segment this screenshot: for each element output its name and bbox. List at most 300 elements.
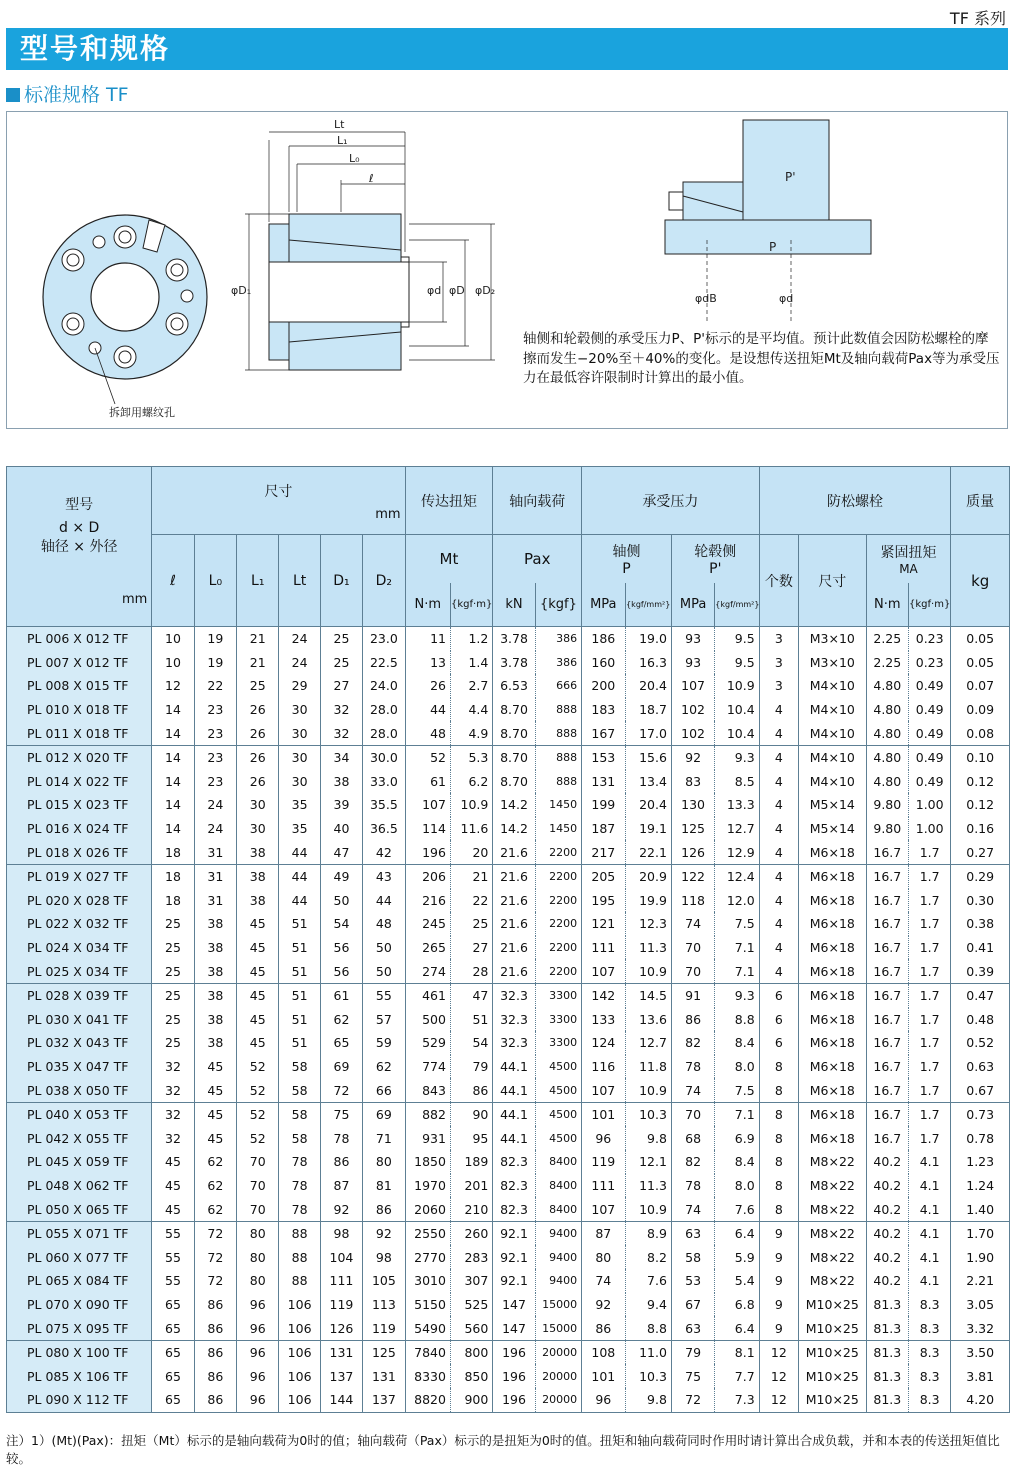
value-cell: 4	[759, 959, 798, 983]
value-cell: 33.0	[363, 770, 405, 794]
value-cell: 70	[671, 959, 714, 983]
square-bullet-icon	[6, 88, 20, 102]
model-cell: PL 085 X 106 TF	[7, 1364, 152, 1388]
value-cell: 147	[493, 1316, 535, 1340]
value-cell: 11.3	[625, 936, 671, 960]
unit-kgfm: {kgf·m}	[450, 583, 492, 627]
value-cell: 29	[279, 674, 320, 698]
value-cell: M4×10	[799, 745, 867, 769]
value-cell: 40.2	[866, 1269, 908, 1293]
value-cell: 0.49	[908, 674, 950, 698]
pax-header: Pax	[493, 535, 582, 583]
value-cell: 56	[320, 959, 362, 983]
value-cell: 16.7	[866, 983, 908, 1007]
value-cell: 183	[582, 698, 625, 722]
value-cell: 106	[279, 1340, 320, 1364]
value-cell: 3	[759, 627, 798, 651]
table-row	[7, 1364, 1010, 1388]
value-cell: 43	[363, 864, 405, 888]
value-cell: 26	[237, 745, 279, 769]
value-cell: 24	[194, 817, 236, 841]
value-cell: 44	[363, 889, 405, 913]
value-cell: 12.7	[715, 817, 759, 841]
value-cell: 147	[493, 1293, 535, 1317]
value-cell: 0.67	[951, 1078, 1010, 1102]
hub-side-label: 轮毂侧	[694, 543, 737, 560]
value-cell: 78	[320, 1126, 362, 1150]
value-cell: 9	[759, 1245, 798, 1269]
model-cell: PL 075 X 095 TF	[7, 1316, 152, 1340]
unit-kn: kN	[493, 583, 535, 627]
torque-header: 传达扭矩	[405, 467, 493, 535]
value-cell: 32.3	[493, 1031, 535, 1055]
value-cell: M4×10	[799, 674, 867, 698]
value-cell: 45	[152, 1150, 194, 1174]
value-cell: 72	[194, 1221, 236, 1245]
value-cell: 8.3	[908, 1316, 950, 1340]
value-cell: 82	[671, 1150, 714, 1174]
model-cell: PL 040 X 053 TF	[7, 1102, 152, 1126]
value-cell: 23	[194, 721, 236, 745]
value-cell: 32	[320, 698, 362, 722]
value-cell: 93	[671, 627, 714, 651]
value-cell: 30	[279, 745, 320, 769]
value-cell: 4.80	[866, 674, 908, 698]
value-cell: 1.7	[908, 936, 950, 960]
value-cell: 4.1	[908, 1150, 950, 1174]
value-cell: 1.90	[951, 1245, 1010, 1269]
value-cell: 3300	[535, 983, 581, 1007]
value-cell: 16.7	[866, 840, 908, 864]
value-cell: 8.1	[715, 1340, 759, 1364]
value-cell: 113	[363, 1293, 405, 1317]
value-cell: 72	[320, 1078, 362, 1102]
value-cell: 62	[194, 1150, 236, 1174]
value-cell: 153	[582, 745, 625, 769]
value-cell: 1.23	[951, 1150, 1010, 1174]
value-cell: 0.05	[951, 627, 1010, 651]
value-cell: 1.7	[908, 1055, 950, 1079]
value-cell: 21	[450, 864, 492, 888]
value-cell: 74	[671, 1197, 714, 1221]
value-cell: 11.6	[450, 817, 492, 841]
value-cell: 66	[363, 1078, 405, 1102]
spec-table-body	[7, 627, 1010, 1413]
value-cell: 2200	[535, 959, 581, 983]
value-cell: 25	[320, 651, 362, 675]
value-cell: 49	[320, 864, 362, 888]
value-cell: 3.78	[493, 651, 535, 675]
model-cell: PL 048 X 062 TF	[7, 1174, 152, 1198]
value-cell: 86	[363, 1197, 405, 1221]
value-cell: 196	[493, 1364, 535, 1388]
value-cell: 201	[450, 1174, 492, 1198]
value-cell: 32.3	[493, 983, 535, 1007]
value-cell: 12	[152, 674, 194, 698]
value-cell: M6×18	[799, 912, 867, 936]
value-cell: 25	[152, 1008, 194, 1032]
value-cell: 195	[582, 889, 625, 913]
value-cell: 45	[152, 1197, 194, 1221]
value-cell: 4.1	[908, 1197, 950, 1221]
value-cell: 19	[194, 651, 236, 675]
value-cell: 9.3	[715, 983, 759, 1007]
value-cell: 283	[450, 1245, 492, 1269]
value-cell: 78	[671, 1055, 714, 1079]
value-cell: M8×22	[799, 1245, 867, 1269]
value-cell: 14.5	[625, 983, 671, 1007]
table-row	[7, 1031, 1010, 1055]
value-cell: 0.12	[951, 793, 1010, 817]
value-cell: M6×18	[799, 1031, 867, 1055]
value-cell: 47	[320, 840, 362, 864]
value-cell: 118	[671, 889, 714, 913]
value-cell: 7.6	[625, 1269, 671, 1293]
model-header-label: 型号	[65, 497, 94, 513]
value-cell: 9.4	[625, 1293, 671, 1317]
value-cell: 32	[152, 1055, 194, 1079]
value-cell: 8.4	[715, 1031, 759, 1055]
value-cell: 4	[759, 840, 798, 864]
value-cell: 82.3	[493, 1174, 535, 1198]
value-cell: 32.3	[493, 1008, 535, 1032]
page-title: 型号和规格	[6, 28, 1008, 70]
value-cell: 8330	[405, 1364, 450, 1388]
value-cell: 16.7	[866, 936, 908, 960]
value-cell: 2060	[405, 1197, 450, 1221]
value-cell: 23.0	[363, 627, 405, 651]
value-cell: 48	[363, 912, 405, 936]
value-cell: 42	[363, 840, 405, 864]
value-cell: 142	[582, 983, 625, 1007]
table-row	[7, 721, 1010, 745]
table-row	[7, 1293, 1010, 1317]
value-cell: M6×18	[799, 1055, 867, 1079]
value-cell: 45	[237, 959, 279, 983]
value-cell: 1.7	[908, 912, 950, 936]
value-cell: M10×25	[799, 1364, 867, 1388]
front-view	[43, 215, 207, 404]
value-cell: 8.70	[493, 770, 535, 794]
table-row	[7, 1245, 1010, 1269]
value-cell: 38	[237, 840, 279, 864]
value-cell: 101	[582, 1364, 625, 1388]
value-cell: 4	[759, 793, 798, 817]
value-cell: 7.1	[715, 936, 759, 960]
value-cell: 70	[671, 936, 714, 960]
value-cell: 888	[535, 721, 581, 745]
value-cell: 74	[582, 1269, 625, 1293]
value-cell: 210	[450, 1197, 492, 1221]
model-cell: PL 038 X 050 TF	[7, 1078, 152, 1102]
size-header: 尺寸	[799, 535, 867, 627]
value-cell: 45	[194, 1078, 236, 1102]
value-cell: 9	[759, 1269, 798, 1293]
value-cell: 21	[237, 651, 279, 675]
value-cell: 35.5	[363, 793, 405, 817]
section-view	[245, 132, 495, 370]
value-cell: 80	[237, 1245, 279, 1269]
value-cell: M3×10	[799, 651, 867, 675]
value-cell: 98	[363, 1245, 405, 1269]
value-cell: 31	[194, 889, 236, 913]
value-cell: 40	[320, 817, 362, 841]
value-cell: 25	[152, 912, 194, 936]
table-row	[7, 1174, 1010, 1198]
value-cell: 8400	[535, 1150, 581, 1174]
value-cell: 0.30	[951, 889, 1010, 913]
value-cell: 13.4	[625, 770, 671, 794]
value-cell: 8.70	[493, 698, 535, 722]
value-cell: 9.80	[866, 817, 908, 841]
value-cell: 38	[194, 1008, 236, 1032]
value-cell: 55	[152, 1269, 194, 1293]
value-cell: 114	[405, 817, 450, 841]
value-cell: 6.2	[450, 770, 492, 794]
value-cell: 774	[405, 1055, 450, 1079]
value-cell: 186	[582, 627, 625, 651]
value-cell: 51	[279, 1008, 320, 1032]
value-cell: 44	[279, 889, 320, 913]
value-cell: 56	[320, 936, 362, 960]
table-row	[7, 1055, 1010, 1079]
value-cell: 7.6	[715, 1197, 759, 1221]
value-cell: 1.2	[450, 627, 492, 651]
value-cell: M8×22	[799, 1174, 867, 1198]
value-cell: 10	[152, 627, 194, 651]
value-cell: 93	[671, 651, 714, 675]
value-cell: 7.5	[715, 912, 759, 936]
value-cell: 87	[582, 1221, 625, 1245]
model-cell: PL 030 X 041 TF	[7, 1008, 152, 1032]
shaft-p-label: P	[622, 560, 631, 577]
value-cell: 34	[320, 745, 362, 769]
figure-description: 轴侧和轮毂侧的承受压力P、P'标示的是平均值。预计此数值会因防松螺栓的摩擦而发生−20%至＋40%的变化。是设想传送扭矩Mt及轴向载荷Pax等为承受压力在最低容许限制时计算出的最小值。	[523, 331, 1000, 386]
value-cell: 80	[363, 1150, 405, 1174]
value-cell: 81.3	[866, 1316, 908, 1340]
value-cell: 0.23	[908, 627, 950, 651]
value-cell: M8×22	[799, 1269, 867, 1293]
value-cell: 1.7	[908, 1031, 950, 1055]
value-cell: 75	[320, 1102, 362, 1126]
value-cell: M8×22	[799, 1221, 867, 1245]
value-cell: 6.9	[715, 1126, 759, 1150]
value-cell: M4×10	[799, 698, 867, 722]
value-cell: 96	[237, 1316, 279, 1340]
value-cell: 144	[320, 1388, 362, 1412]
value-cell: 137	[363, 1388, 405, 1412]
value-cell: 16.7	[866, 1126, 908, 1150]
value-cell: 9.5	[715, 651, 759, 675]
model-cell: PL 011 X 018 TF	[7, 721, 152, 745]
value-cell: 32	[152, 1078, 194, 1102]
value-cell: 62	[363, 1055, 405, 1079]
value-cell: 1.24	[951, 1174, 1010, 1198]
model-cell: PL 008 X 015 TF	[7, 674, 152, 698]
model-cell: PL 035 X 047 TF	[7, 1055, 152, 1079]
value-cell: 10.4	[715, 721, 759, 745]
model-cell: PL 020 X 028 TF	[7, 889, 152, 913]
value-cell: 45	[237, 1031, 279, 1055]
value-cell: 8	[759, 1197, 798, 1221]
value-cell: 107	[582, 1078, 625, 1102]
pressure-header: 承受压力	[582, 467, 760, 535]
subtitle-text: 标准规格 TF	[24, 84, 129, 106]
table-row	[7, 983, 1010, 1007]
value-cell: 1.7	[908, 840, 950, 864]
value-cell: 24	[279, 627, 320, 651]
value-cell: 16.7	[866, 1031, 908, 1055]
value-cell: 5.3	[450, 745, 492, 769]
value-cell: 131	[582, 770, 625, 794]
col-d1-header: D₁	[320, 535, 362, 627]
value-cell: 51	[279, 959, 320, 983]
value-cell: 4.1	[908, 1174, 950, 1198]
value-cell: 8.70	[493, 745, 535, 769]
value-cell: 7.5	[715, 1078, 759, 1102]
value-cell: 45	[237, 983, 279, 1007]
value-cell: 888	[535, 698, 581, 722]
model-cell: PL 018 X 026 TF	[7, 840, 152, 864]
value-cell: 1.7	[908, 864, 950, 888]
value-cell: M6×18	[799, 1008, 867, 1032]
unit-kgf: {kgf}	[535, 583, 581, 627]
value-cell: 14	[152, 770, 194, 794]
value-cell: 62	[320, 1008, 362, 1032]
value-cell: 92.1	[493, 1269, 535, 1293]
value-cell: 88	[279, 1245, 320, 1269]
value-cell: 105	[363, 1269, 405, 1293]
hole-label: 拆卸用螺纹孔	[109, 406, 175, 419]
value-cell: 44	[279, 840, 320, 864]
value-cell: 58	[279, 1055, 320, 1079]
value-cell: 104	[320, 1245, 362, 1269]
value-cell: 160	[582, 651, 625, 675]
value-cell: 8400	[535, 1197, 581, 1221]
value-cell: M6×18	[799, 1126, 867, 1150]
value-cell: 96	[237, 1340, 279, 1364]
table-row	[7, 698, 1010, 722]
value-cell: 12	[759, 1364, 798, 1388]
value-cell: 67	[671, 1293, 714, 1317]
model-cell: PL 070 X 090 TF	[7, 1293, 152, 1317]
value-cell: 78	[279, 1197, 320, 1221]
value-cell: 12	[759, 1340, 798, 1364]
tightening-header	[866, 535, 951, 583]
value-cell: 38	[237, 889, 279, 913]
value-cell: M10×25	[799, 1316, 867, 1340]
table-row	[7, 1126, 1010, 1150]
value-cell: 88	[279, 1221, 320, 1245]
model-cell: PL 014 X 022 TF	[7, 770, 152, 794]
value-cell: 16.7	[866, 889, 908, 913]
unit-mpa: MPa	[582, 583, 625, 627]
value-cell: 8.8	[715, 1008, 759, 1032]
value-cell: 1.7	[908, 889, 950, 913]
value-cell: 96	[582, 1126, 625, 1150]
table-row	[7, 1221, 1010, 1245]
value-cell: 0.10	[951, 745, 1010, 769]
value-cell: 92	[671, 745, 714, 769]
value-cell: 1.7	[908, 959, 950, 983]
value-cell: 12.1	[625, 1150, 671, 1174]
value-cell: 65	[152, 1316, 194, 1340]
value-cell: 2200	[535, 889, 581, 913]
value-cell: 0.16	[951, 817, 1010, 841]
value-cell: 13.3	[715, 793, 759, 817]
value-cell: 45	[194, 1126, 236, 1150]
value-cell: 0.48	[951, 1008, 1010, 1032]
model-cell: PL 055 X 071 TF	[7, 1221, 152, 1245]
value-cell: 11.8	[625, 1055, 671, 1079]
value-cell: 51	[279, 983, 320, 1007]
table-row	[7, 651, 1010, 675]
pressure-p-label: P	[769, 240, 777, 254]
value-cell: 51	[279, 912, 320, 936]
value-cell: 24	[194, 793, 236, 817]
value-cell: 30	[279, 770, 320, 794]
value-cell: 4	[759, 864, 798, 888]
value-cell: 666	[535, 674, 581, 698]
value-cell: 8.3	[908, 1388, 950, 1412]
value-cell: 4500	[535, 1102, 581, 1126]
table-row	[7, 1388, 1010, 1412]
value-cell: 61	[320, 983, 362, 1007]
value-cell: 52	[237, 1055, 279, 1079]
value-cell: 116	[582, 1055, 625, 1079]
model-cell: PL 025 X 034 TF	[7, 959, 152, 983]
dim-d1-label: φD₁	[231, 284, 252, 297]
value-cell: 98	[320, 1221, 362, 1245]
value-cell: 4500	[535, 1055, 581, 1079]
value-cell: 8.9	[625, 1221, 671, 1245]
value-cell: 61	[405, 770, 450, 794]
value-cell: 36.5	[363, 817, 405, 841]
value-cell: 24.0	[363, 674, 405, 698]
value-cell: 55	[363, 983, 405, 1007]
value-cell: 19.0	[625, 627, 671, 651]
value-cell: 74	[671, 912, 714, 936]
value-cell: 4500	[535, 1126, 581, 1150]
value-cell: 8	[759, 1055, 798, 1079]
value-cell: 0.39	[951, 959, 1010, 983]
value-cell: 69	[363, 1102, 405, 1126]
value-cell: 260	[450, 1221, 492, 1245]
value-cell: 4	[759, 936, 798, 960]
value-cell: 92.1	[493, 1221, 535, 1245]
value-cell: 4	[759, 698, 798, 722]
value-cell: 38	[194, 912, 236, 936]
value-cell: 10.9	[625, 1197, 671, 1221]
value-cell: 0.38	[951, 912, 1010, 936]
value-cell: 7.7	[715, 1364, 759, 1388]
value-cell: 25	[320, 627, 362, 651]
value-cell: 90	[450, 1102, 492, 1126]
value-cell: 92	[363, 1221, 405, 1245]
value-cell: 16.7	[866, 1102, 908, 1126]
value-cell: 10.3	[625, 1364, 671, 1388]
footnote: 注）1）(Mt)(Pax)：扭矩（Mt）标示的是轴向载荷为0时的值；轴向载荷（Pax）标示的是扭矩为0时的值。扭矩和轴向载荷同时作用时请计算出合成负载，并和本表的传送扭矩值比较。	[6, 1433, 1000, 1466]
hub-p-label: P'	[709, 560, 722, 577]
value-cell: 4.80	[866, 770, 908, 794]
value-cell: 122	[671, 864, 714, 888]
value-cell: 38	[237, 864, 279, 888]
value-cell: 21.6	[493, 959, 535, 983]
value-cell: 22	[450, 889, 492, 913]
section-subtitle	[6, 80, 129, 107]
value-cell: 1.40	[951, 1197, 1010, 1221]
value-cell: 51	[279, 936, 320, 960]
